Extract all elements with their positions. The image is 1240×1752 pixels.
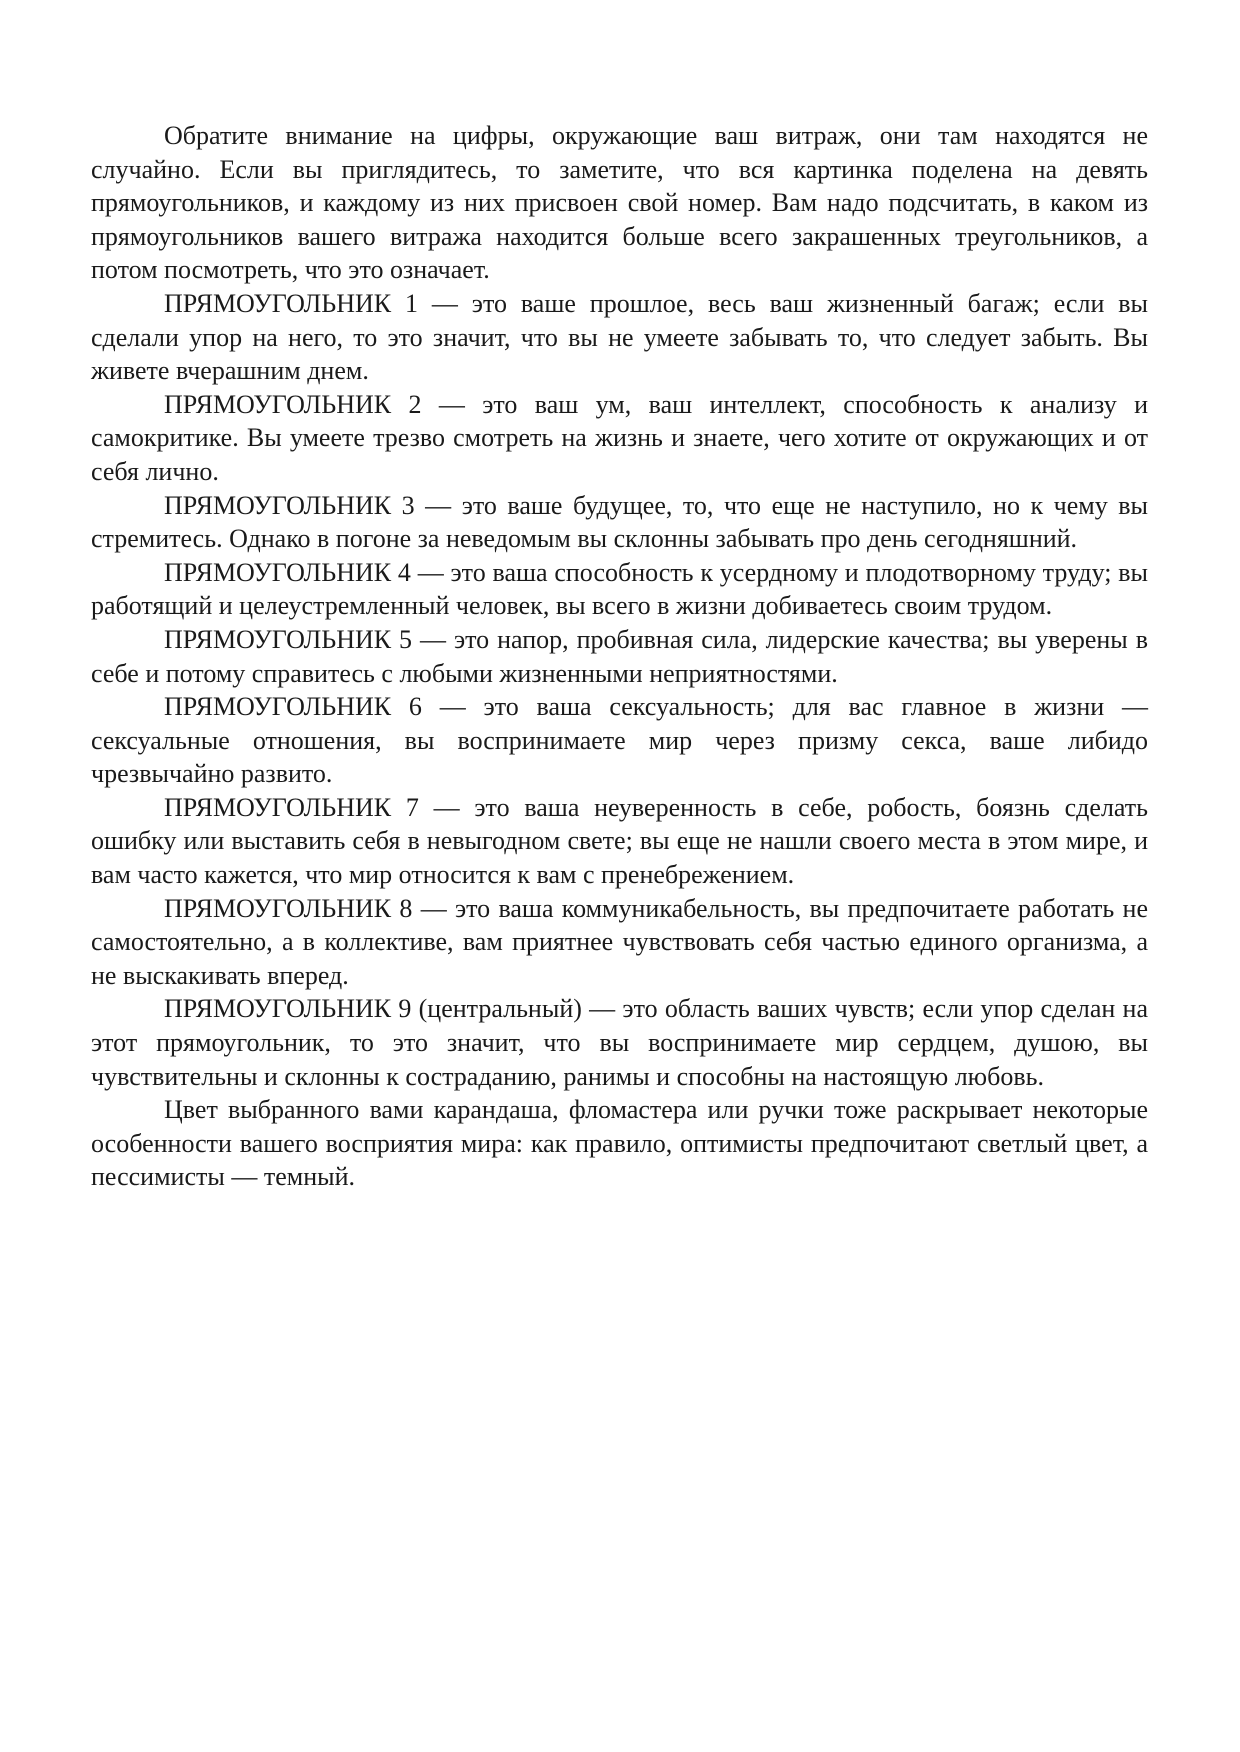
rectangle-3-paragraph: ПРЯМОУГОЛЬНИК 3 — это ваше будущее, то, что еще не наступило, но к чему вы стремитесь. Однако в погоне за неведомым вы склонны забывать про день сегодняшний. <box>91 490 1148 554</box>
color-paragraph: Цвет выбранного вами карандаша, фломастера или ручки тоже раскрывает некоторые особенности вашего восприятия мира: как правило, оптимисты предпочитают светлый цвет, а пессимисты — темный. <box>91 1095 1148 1192</box>
rectangle-8-paragraph: ПРЯМОУГОЛЬНИК 8 — это ваша коммуникабельность, вы предпочитаете работать не самостоятельно, а в коллективе, вам приятнее чувствовать себя частью единого организма, а не выскакивать вперед. <box>91 893 1148 990</box>
rectangle-7-paragraph: ПРЯМОУГОЛЬНИК 7 — это ваша неуверенность в себе, робость, боязнь сделать ошибку или выставить себя в невыгодном свете; вы еще не нашли своего места в этом мире, и вам часто кажется, что мир относится к вам с пренебрежением. <box>91 792 1148 890</box>
rectangle-2-paragraph: ПРЯМОУГОЛЬНИК 2 — это ваш ум, ваш интеллект, способность к анализу и самокритике. Вы умеете трезво смотреть на жизнь и знаете, чего хотите от окружающих и от себя лично. <box>91 389 1148 486</box>
rectangle-6-paragraph: ПРЯМОУГОЛЬНИК 6 — это ваша сексуальность; для вас главное в жизни — сексуальные отношения, вы воспринимаете мир через призму секса, ваше либидо чрезвычайно развито. <box>91 692 1148 789</box>
body-text <box>91 119 1148 1194</box>
rectangle-1-paragraph: ПРЯМОУГОЛЬНИК 1 — это ваше прошлое, весь ваш жизненный багаж; если вы сделали упор на него, то это значит, что вы не умеете забывать то, что следует забыть. Вы живете вчерашним днем. <box>91 288 1148 386</box>
rectangle-5-paragraph: ПРЯМОУГОЛЬНИК 5 — это напор, пробивная сила, лидерские качества; вы уверены в себе и потому справитесь с любыми жизненными неприятностями. <box>91 624 1148 688</box>
rectangle-4-paragraph: ПРЯМОУГОЛЬНИК 4 — это ваша способность к усердному и плодотворному труду; вы работящий и целеустремленный человек, вы всего в жизни добиваетесь своим трудом. <box>91 557 1148 621</box>
rectangle-9-paragraph: ПРЯМОУГОЛЬНИК 9 (центральный) — это область ваших чувств; если упор сделан на этот прямоугольник, то это значит, что вы воспринимаете мир сердцем, душою, вы чувствительны и склонны к состраданию, ранимы и способны на настоящую любовь. <box>91 994 1148 1091</box>
intro-paragraph: Обратите внимание на цифры, окружающие ваш витраж, они там находятся не случайно. Если вы приглядитесь, то заметите, что вся картинка поделена на девять прямоугольников, и каждому из них присвоен свой номер. Вам надо подсчитать, в каком из прямоугольников вашего витража находится больше всего закрашенных треугольников, а потом посмотреть, что это означает. <box>91 121 1148 285</box>
